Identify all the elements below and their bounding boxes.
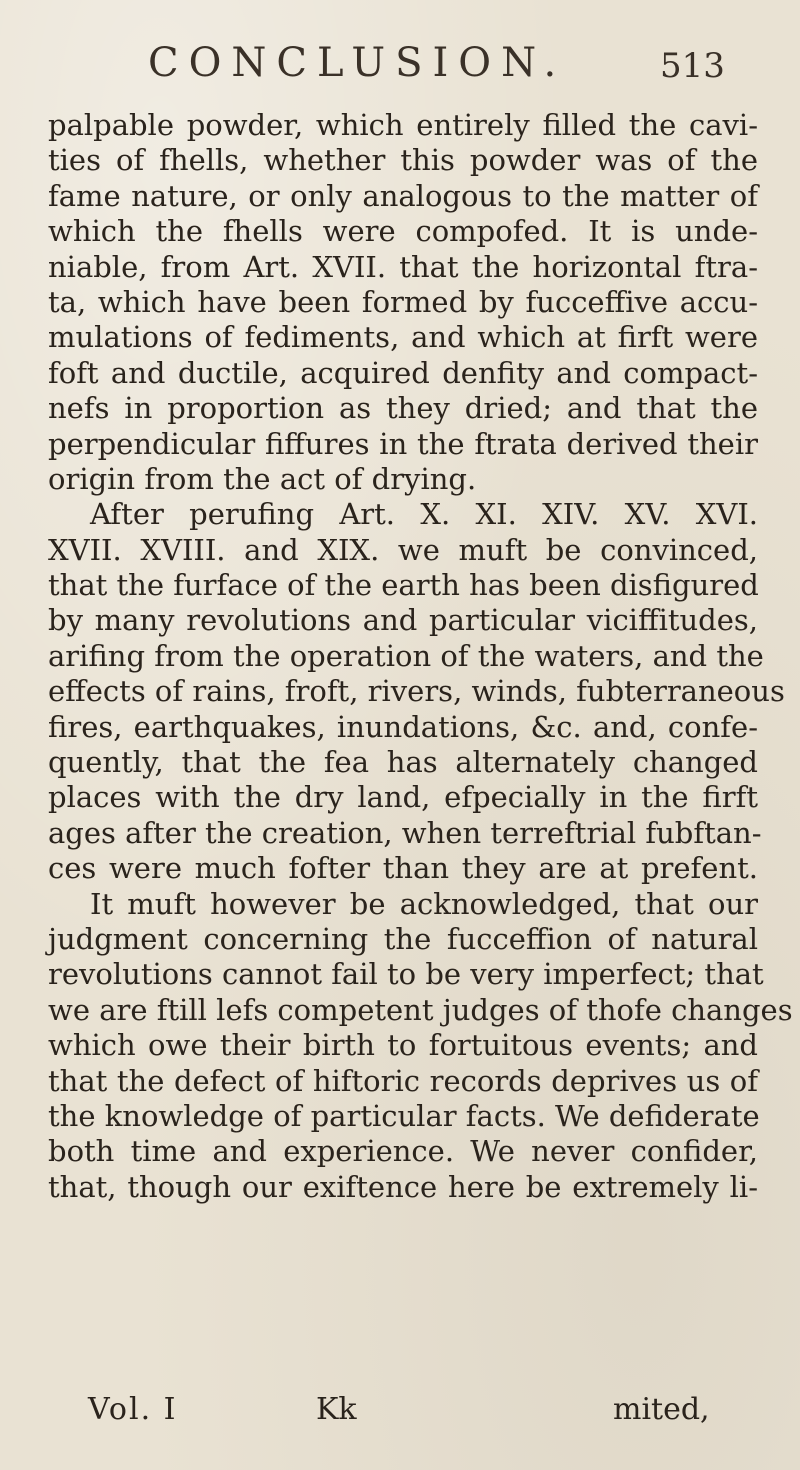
text-line: by many revolutions and particular viciffitudes, (48, 603, 758, 638)
text-line: fame nature, or only analogous to the matter of (48, 178, 758, 213)
text-line: both time and experience. We never confider, (48, 1134, 758, 1169)
text-line: XVII. XVIII. and XIX. we muft be convinced, (48, 532, 758, 567)
signature-mark: Kk (316, 1392, 357, 1427)
text-line: which owe their birth to fortuitous events; and (48, 1028, 758, 1063)
text-line: foft and ductile, acquired denfity and compact- (48, 355, 758, 390)
text-line: perpendicular fiffures in the ftrata derived their (48, 426, 758, 461)
text-line: arifing from the operation of the waters, and the (48, 638, 764, 673)
running-head: CONCLUSION. (148, 40, 567, 86)
text-line: places with the dry land, efpecially in the firft (48, 780, 758, 815)
text-line: mulations of fediments, and which at firft were (48, 320, 758, 355)
text-line: quently, that the fea has alternately changed (48, 745, 758, 780)
text-line: that the furface of the earth has been disfigured (48, 568, 759, 603)
text-line: niable, from Art. XVII. that the horizontal ftra- (48, 249, 758, 284)
text-line: that, though our exiftence here be extremely li- (48, 1169, 758, 1204)
text-line: After perufing Art. X. XI. XIV. XV. XVI. (90, 497, 758, 532)
text-line: we are ftill lefs competent judges of thofe changes (48, 992, 793, 1027)
text-line: judgment concerning the fucceffion of natural (48, 921, 758, 956)
page-number: 513 (660, 46, 725, 86)
text-line: revolutions cannot fail to be very imperfect; that (48, 957, 764, 992)
text-line: the knowledge of particular facts. We defiderate (48, 1098, 760, 1133)
text-line: It muft however be acknowledged, that our (90, 886, 758, 921)
text-line: effects of rains, froft, rivers, winds, fubterraneous (48, 674, 785, 709)
body-text (48, 108, 793, 1205)
text-line: palpable powder, which entirely filled the cavi- (48, 108, 758, 142)
text-line: ages after the creation, when terreftrial fubftan- (48, 815, 762, 850)
text-line: origin from the act of drying. (48, 461, 477, 496)
text-line: that the defect of hiftoric records deprives us of (48, 1063, 758, 1098)
text-line: ties of fhells, whether this powder was of the (48, 143, 758, 178)
text-line: ces were much fofter than they are at prefent. (48, 851, 758, 886)
text-line: which the fhells were compofed. It is unde- (48, 214, 758, 249)
page-header (0, 40, 800, 90)
text-line: fires, earthquakes, inundations, &c. and, confe- (48, 709, 758, 744)
text-line: ta, which have been formed by fucceffive accu- (48, 284, 758, 319)
volume-signature: Vol. I (88, 1392, 178, 1427)
catchword: mited, (613, 1392, 710, 1427)
text-line: nefs in proportion as they dried; and that the (48, 391, 758, 426)
page-footer (48, 1392, 758, 1432)
